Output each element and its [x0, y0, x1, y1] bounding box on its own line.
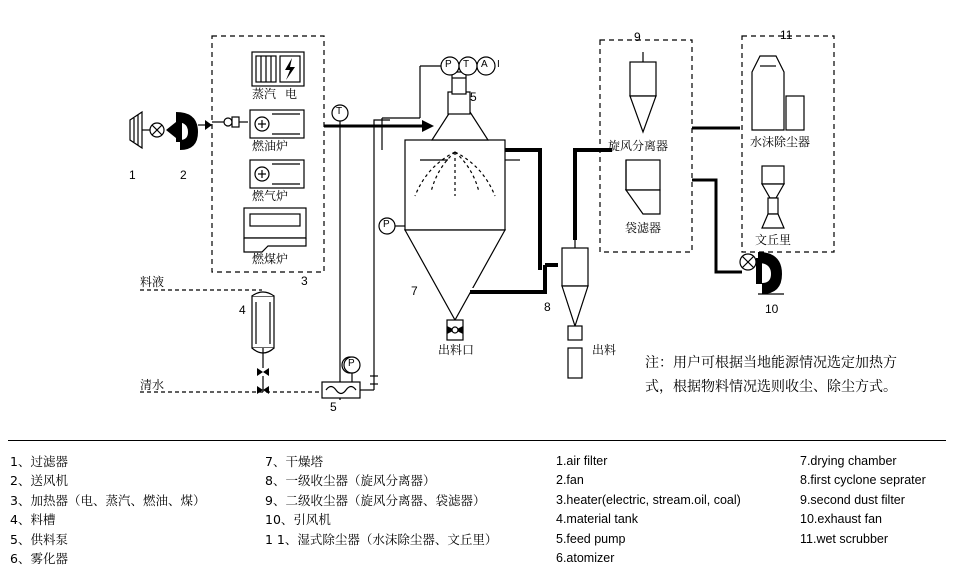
label-bag-filter: 袋滤器 — [625, 221, 662, 235]
legend-english-col2 — [800, 452, 926, 549]
callout-1: 1 — [129, 168, 136, 182]
legend-item: 3、加热器（电、蒸汽、燃油、煤） — [10, 492, 206, 508]
legend-item: 10、引风机 — [265, 512, 331, 528]
legend-item: 9.second dust filter — [800, 492, 905, 507]
legend-item: 5.feed pump — [556, 531, 626, 546]
label-oil-furnace: 燃油炉 — [252, 139, 289, 153]
gauge-p-label: P — [445, 59, 452, 70]
callout-5b: 5 — [470, 90, 477, 104]
usage-note — [645, 352, 897, 400]
label-electric: 电 — [285, 87, 298, 101]
legend-item: 11.wet scrubber — [800, 531, 889, 546]
legend-item: 4、料槽 — [10, 512, 56, 528]
callout-2: 2 — [180, 168, 187, 182]
callout-7: 7 — [411, 284, 418, 298]
callout-9: 9 — [634, 30, 641, 44]
label-discharge: 出料 — [592, 343, 617, 357]
gauge-p-pump-label: P — [348, 358, 355, 369]
usage-note-line1: 注：用户可根据当地能源情况选定加热方 — [645, 355, 897, 371]
callout-5: 5 — [330, 400, 337, 414]
legend-item: 1、过滤器 — [10, 454, 68, 469]
label-feed-liquid: 料液 — [140, 275, 165, 289]
legend-item: 3.heater(electric, stream.oil, coal) — [556, 492, 741, 507]
usage-note-line2: 式，根据物料情况选则收尘、除尘方式。 — [645, 378, 897, 395]
legend-item: 8.first cyclone seprater — [800, 473, 926, 488]
callout-4: 4 — [239, 303, 246, 317]
label-foam-dust-collector: 水沫除尘器 — [750, 135, 811, 149]
legend-item: 7、干燥塔 — [265, 454, 323, 469]
legend-divider — [8, 440, 946, 441]
label-clear-water: 清水 — [140, 378, 165, 392]
label-venturi: 文丘里 — [755, 233, 792, 247]
callout-8: 8 — [544, 300, 551, 314]
legend-chinese-col1 — [10, 452, 205, 568]
legend-item: 6、雾化器 — [10, 550, 68, 566]
callout-11: 11 — [780, 28, 793, 42]
legend-item: 8、一级收尘器（旋风分离器） — [265, 473, 436, 489]
legend-item: 2、送风机 — [10, 473, 68, 489]
label-coal-furnace: 燃煤炉 — [252, 252, 289, 266]
label-discharge-port: 出料口 — [438, 343, 475, 357]
callout-10: 10 — [765, 302, 779, 316]
legend-item: 10.exhaust fan — [800, 512, 883, 527]
gauge-t-duct-label: T — [336, 106, 343, 117]
legend-item: 1.air filter — [556, 454, 608, 468]
label-cyclone-separator: 旋风分离器 — [608, 139, 669, 153]
legend-item: 4.material tank — [556, 512, 638, 527]
legend-english-col1 — [556, 452, 741, 568]
gauge-t-label: T — [463, 59, 470, 70]
gauge-p-chamber-label: P — [383, 219, 390, 230]
gauge-a-label: A — [481, 59, 488, 70]
gauge-i-label: I — [497, 59, 500, 70]
legend-item: 7.drying chamber — [800, 454, 897, 468]
label-gas-furnace: 燃气炉 — [252, 189, 289, 203]
legend-item: 9、二级收尘器（旋风分离器、袋滤器） — [265, 492, 486, 508]
legend-item: 5、供料泵 — [10, 531, 68, 547]
label-steam: 蒸汽 — [252, 87, 277, 101]
callout-3: 3 — [301, 274, 308, 288]
legend-item: 1 1、湿式除尘器（水沫除尘器、文丘里） — [265, 531, 498, 547]
legend-item: 6.atomizer — [556, 550, 615, 565]
legend-item: 2.fan — [556, 473, 584, 488]
legend-chinese-col2 — [265, 452, 497, 549]
